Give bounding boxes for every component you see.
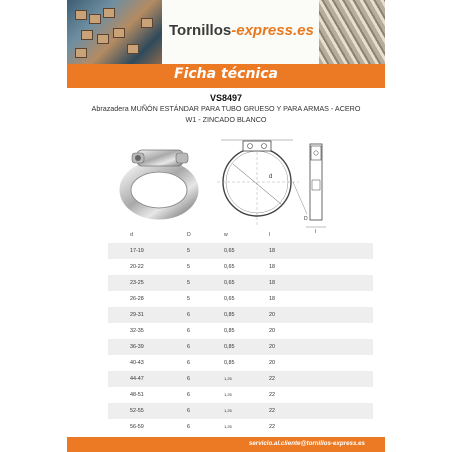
cell-D: 5 (187, 296, 190, 302)
contact-email: servicio.al.cliente@tornillos-express.es (248, 440, 365, 447)
cell-w: 0,65 (224, 248, 235, 254)
technical-drawing (207, 134, 333, 234)
product-description: Abrazadera MUÑÓN ESTÁNDAR PARA TUBO GRUESO Y PARA ARMAS - ACERO W1 - ZINCADO BLANCO (91, 104, 361, 124)
clamp-product-photo (117, 140, 203, 222)
cell-d: 26-28 (130, 296, 144, 302)
table-row (108, 275, 373, 291)
table-row (108, 323, 373, 339)
cell-l: 18 (269, 264, 275, 270)
cell-D: 5 (187, 280, 190, 286)
cell-w: 0,85 (224, 344, 235, 350)
table-row (108, 419, 373, 435)
cell-l: 20 (269, 328, 275, 334)
cell-D: 6 (187, 328, 190, 334)
sheet-title: Ficha técnica (174, 66, 278, 82)
brand-logo (169, 22, 314, 39)
datasheet-page (67, 0, 385, 452)
cell-D: 6 (187, 360, 190, 366)
cell-w: 0,85 (224, 360, 235, 366)
cell-d: 52-55 (130, 408, 144, 414)
cell-l: 18 (269, 296, 275, 302)
product-code: VS8497 (209, 93, 243, 103)
column-header-l: l (269, 232, 271, 238)
cell-d: 20-22 (130, 264, 144, 270)
cell-d: 40-43 (130, 360, 144, 366)
cell-l: 18 (269, 248, 275, 254)
cell-D: 6 (187, 376, 190, 382)
cell-w: 1,25 (224, 392, 232, 397)
cell-d: 17-19 (130, 248, 144, 254)
table-row (108, 259, 373, 275)
cell-d: 44-47 (130, 376, 144, 382)
cell-w: 0,65 (224, 280, 235, 286)
column-header-w: w (224, 232, 228, 238)
cell-w: 1,25 (224, 376, 232, 381)
cell-l: 18 (269, 280, 275, 286)
cell-w: 0,85 (224, 328, 235, 334)
cell-l: 22 (269, 392, 275, 398)
table-body (108, 243, 373, 435)
cell-d: 32-35 (130, 328, 144, 334)
cell-D: 6 (187, 392, 190, 398)
cell-d: 48-51 (130, 392, 144, 398)
drawing-label-D: D (304, 216, 308, 222)
cell-D: 5 (187, 248, 190, 254)
drawing-label-l: l (315, 229, 317, 234)
tools-photo (67, 0, 162, 64)
column-header-D: D (187, 232, 191, 238)
brand-name: Tornillos (169, 22, 232, 39)
table-row (108, 291, 373, 307)
cell-w: 0,85 (224, 312, 235, 318)
screws-photo (319, 0, 385, 64)
cell-D: 6 (187, 408, 190, 414)
cell-l: 22 (269, 408, 275, 414)
cell-D: 6 (187, 344, 190, 350)
cell-l: 20 (269, 360, 275, 366)
cell-d: 56-59 (130, 424, 144, 430)
cell-d: 23-25 (130, 280, 144, 286)
brand-domain: -express.es (231, 22, 314, 39)
table-row (108, 387, 373, 403)
cell-d: 36-39 (130, 344, 144, 350)
table-row (108, 243, 373, 259)
cell-D: 6 (187, 312, 190, 318)
cell-w: 1,25 (224, 408, 232, 413)
cell-l: 20 (269, 312, 275, 318)
table-row (108, 355, 373, 371)
cell-l: 22 (269, 376, 275, 382)
dimensions-table (108, 227, 373, 435)
table-row (108, 371, 373, 387)
cell-d: 29-31 (130, 312, 144, 318)
drawing-label-d: d (269, 174, 273, 180)
column-header-d: d (130, 232, 133, 238)
table-header-row (108, 227, 373, 243)
cell-l: 22 (269, 424, 275, 430)
cell-w: 0,65 (224, 264, 235, 270)
table-row (108, 339, 373, 355)
cell-w: 1,25 (224, 424, 232, 429)
cell-D: 5 (187, 264, 190, 270)
cell-D: 6 (187, 424, 190, 430)
table-row (108, 403, 373, 419)
cell-w: 0,65 (224, 296, 235, 302)
table-row (108, 307, 373, 323)
cell-l: 20 (269, 344, 275, 350)
